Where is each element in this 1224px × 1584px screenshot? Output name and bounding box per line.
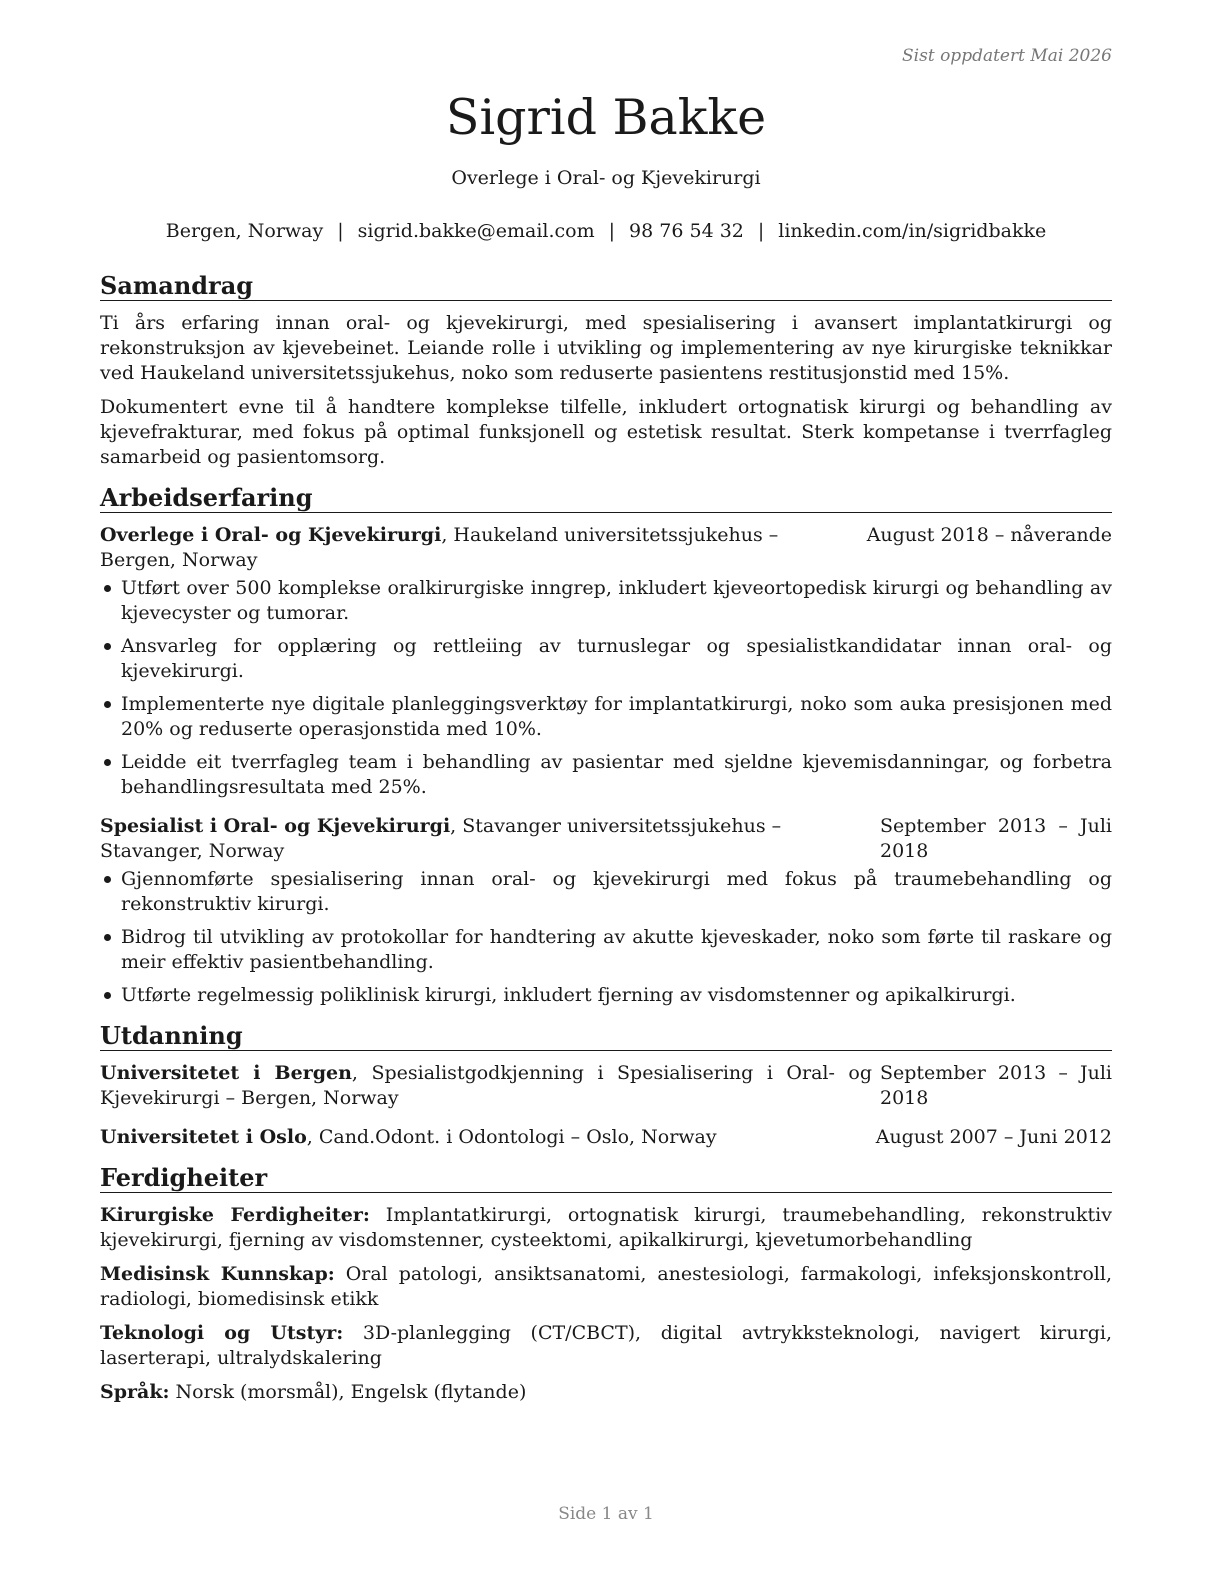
- section-heading: Samandrag: [100, 272, 1112, 301]
- list-item: Leidde eit tverrfagleg team i behandling av pasientar med sjeldne kjevemisdanningar, og forbetra behandlingsresultata med 25%.: [100, 750, 1112, 800]
- job-bullets: [100, 867, 1112, 1008]
- section-heading: Utdanning: [100, 1022, 1112, 1051]
- education-entry: [100, 1125, 1112, 1150]
- job-date: September 2013 – Juli 2018: [880, 815, 1112, 862]
- contact-email[interactable]: sigrid.bakke@email.com: [357, 220, 595, 242]
- education-date: August 2007 – Juni 2012: [875, 1126, 1112, 1148]
- job-entry: [100, 523, 1112, 800]
- skill-text: 3D-planlegging (CT/CBCT), digital avtrykksteknologi, navigert kirurgi, laserterapi, ultralydskalering: [100, 1322, 1112, 1369]
- contact-location: Bergen, Norway: [165, 220, 324, 242]
- skill-label: Teknologi og Utstyr:: [100, 1322, 344, 1344]
- education-title-line: [100, 1125, 856, 1150]
- section-heading: Arbeidserfaring: [100, 484, 1112, 513]
- skill-line: [100, 1203, 1112, 1253]
- education-date: September 2013 – Juli 2018: [880, 1062, 1112, 1109]
- skill-label: Språk:: [100, 1381, 170, 1403]
- job-place: , Haukeland universitetssjukehus – Bergen, Norway: [100, 524, 779, 571]
- contact-linkedin[interactable]: linkedin.com/in/sigridbakke: [778, 220, 1047, 242]
- job-place: , Stavanger universitetssjukehus – Stavanger, Norway: [100, 815, 782, 862]
- skill-text: Implantatkirurgi, ortognatisk kirurgi, traumebehandling, rekonstruktiv kjevekirurgi, fjerning av visdomstenner, cysteektomi, apikalkirurgi, kjevetumorbehandling: [100, 1204, 1112, 1251]
- education-detail: , Cand.Odont. i Odontologi – Oslo, Norway: [306, 1126, 717, 1148]
- skill-line: [100, 1321, 1112, 1371]
- skill-text: Oral patologi, ansiktsanatomi, anestesiologi, farmakologi, infeksjonskontroll, radiologi, biomedisinsk etikk: [100, 1263, 1112, 1310]
- resume-page: [100, 0, 1112, 1584]
- skill-line: [100, 1262, 1112, 1312]
- job-header: [100, 814, 1112, 864]
- contact-line: [100, 219, 1112, 244]
- resume-content: [100, 272, 1112, 1414]
- education-section: [100, 1022, 1112, 1150]
- skill-text: Norsk (morsmål), Engelsk (flytande): [169, 1381, 527, 1403]
- list-item: Utført over 500 komplekse oralkirurgiske inngrep, inkludert kjeveortopedisk kirurgi og behandling av kjevecyster og tumorar.: [100, 576, 1112, 626]
- list-item: Ansvarleg for opplæring og rettleiing av turnuslegar og spesialistkandidatar innan oral- og kjevekirurgi.: [100, 634, 1112, 684]
- contact-separator: |: [608, 220, 616, 242]
- contact-phone: 98 76 54 32: [629, 220, 744, 242]
- contact-separator: |: [757, 220, 765, 242]
- last-updated: Sist oppdatert Mai 2026: [902, 46, 1112, 66]
- job-title-line: [100, 814, 872, 864]
- job-title-line: [100, 523, 847, 573]
- job-role: Spesialist i Oral- og Kjevekirurgi: [100, 815, 451, 837]
- skill-label: Medisinsk Kunnskap:: [100, 1263, 335, 1285]
- education-title-line: [100, 1061, 872, 1111]
- list-item: Implementerte nye digitale planleggingsverktøy for implantatkirurgi, noko som auka presisjonen med 20% og reduserte operasjonstida med 10%.: [100, 692, 1112, 742]
- experience-section: [100, 484, 1112, 1008]
- page-number: Side 1 av 1: [558, 1504, 654, 1524]
- skills-section: [100, 1164, 1112, 1405]
- person-name: Sigrid Bakke: [445, 89, 767, 146]
- education-school: Universitetet i Oslo: [100, 1126, 307, 1148]
- skill-label: Kirurgiske Ferdigheiter:: [100, 1204, 370, 1226]
- education-header: [100, 1125, 1112, 1150]
- contact-separator: |: [337, 220, 344, 242]
- list-item: Utførte regelmessig poliklinisk kirurgi, inkludert fjerning av visdomstenner og apikalkirurgi.: [100, 983, 1112, 1008]
- summary-paragraph: Dokumentert evne til å handtere komplekse tilfelle, inkludert ortognatisk kirurgi og behandling av kjevefrakturar, med fokus på optimal funksjonell og estetisk resultat. Sterk kompetanse i tverrfagleg samarbeid og pasientomsorg.: [100, 396, 1112, 468]
- summary-section: [100, 272, 1112, 470]
- list-item: Bidrog til utvikling av protokollar for handtering av akutte kjeveskader, noko som førte til raskare og meir effektiv pasientbehandling.: [100, 925, 1112, 975]
- job-entry: [100, 814, 1112, 1008]
- job-header: [100, 523, 1112, 573]
- job-role: Overlege i Oral- og Kjevekirurgi: [100, 524, 442, 546]
- job-bullets: [100, 576, 1112, 800]
- education-header: [100, 1061, 1112, 1111]
- skill-line: [100, 1380, 1112, 1405]
- education-detail: , Spesialistgodkjenning i Spesialisering i Oral- og Kjevekirurgi – Bergen, Norway: [100, 1062, 873, 1109]
- job-date: August 2018 – nåverande: [866, 524, 1112, 546]
- list-item: Gjennomførte spesialisering innan oral- og kjevekirurgi med fokus på traumebehandling og rekonstruktiv kirurgi.: [100, 867, 1112, 917]
- education-entry: [100, 1061, 1112, 1111]
- section-heading: Ferdigheiter: [100, 1164, 1112, 1193]
- education-school: Universitetet i Bergen: [100, 1062, 352, 1084]
- person-title: Overlege i Oral- og Kjevekirurgi: [451, 167, 761, 189]
- summary-paragraph: Ti års erfaring innan oral- og kjevekirurgi, med spesialisering i avansert implantatkirurgi og rekonstruksjon av kjevebeinet. Leiande rolle i utvikling og implementering av nye kirurgiske teknikkar ved Haukeland universitetssjukehus, noko som reduserte pasientens restitusjonstid med 15%.: [100, 312, 1112, 384]
